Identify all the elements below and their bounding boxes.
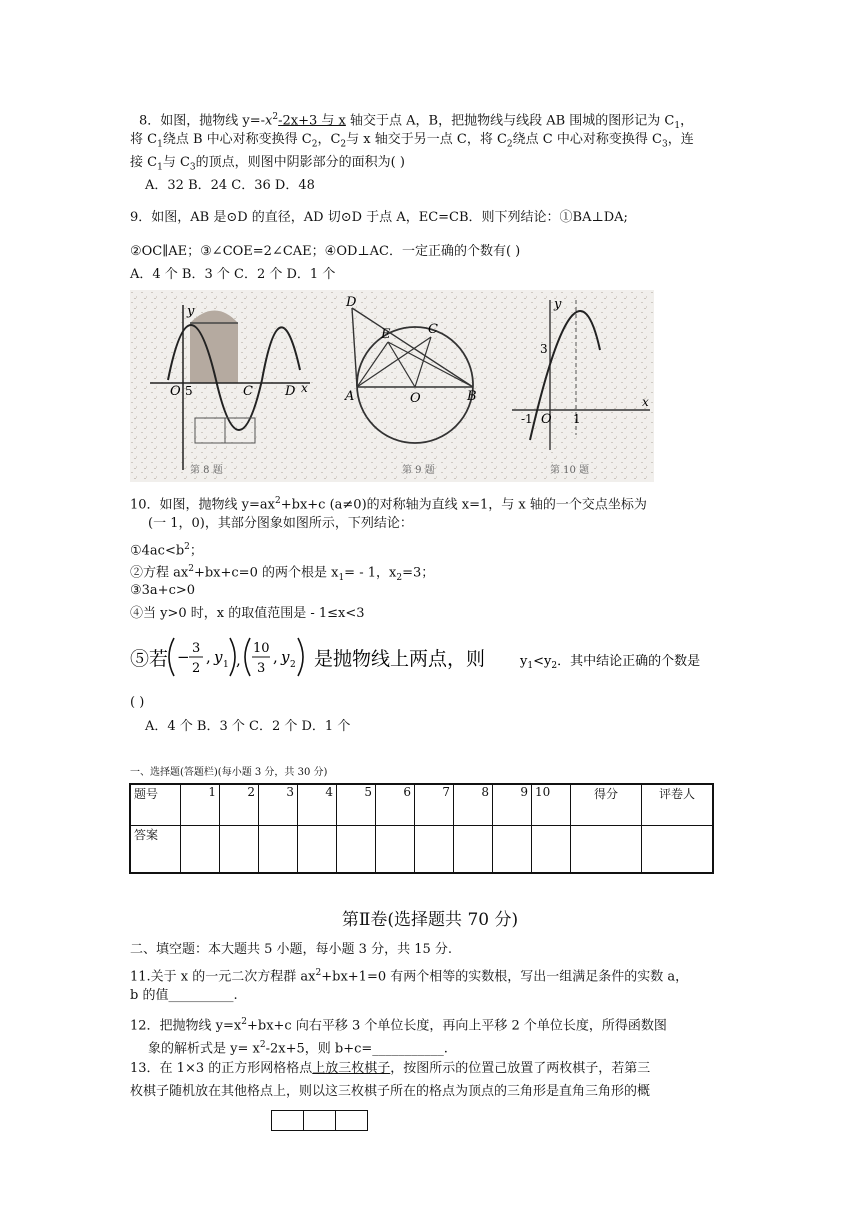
- fig9-caption: 第 9 题: [402, 465, 435, 476]
- frac1-num: 3: [192, 641, 201, 656]
- comma-1: ,: [206, 648, 211, 666]
- answer-header-cell: 题号: [130, 784, 181, 826]
- fig9-label-o: O: [410, 391, 421, 406]
- q10-c5-mid: 是抛物线上两点，则: [314, 648, 486, 670]
- answer-cell[interactable]: [376, 826, 415, 874]
- fig10-label-y: y: [554, 297, 562, 312]
- q11-line-1: 11.关于 x 的一元二次方程群 $ax^2+bx+1=0$ 有两个相等的实数根，写出一组满足条件的实数 a，: [130, 968, 689, 985]
- fig8-label-y: y: [187, 304, 195, 319]
- q13-grid: [271, 1110, 368, 1131]
- grader-cell[interactable]: [642, 826, 714, 874]
- fig8-label-5: 5: [185, 384, 193, 398]
- q10-conclusion-3: ③3a+c>0: [130, 583, 196, 598]
- fig10-label-3: 3: [540, 342, 548, 356]
- figures-strip: [130, 290, 654, 482]
- q12-line-1: 12．把抛物线 $y=x^2+bx+c$ 向右平移 3 个单位长度，再向上平移 2 个单位长度，所得函数图: [130, 1017, 667, 1034]
- answer-header-cell: 2: [220, 784, 259, 826]
- q9-line-2: ②OC∥AE；③∠COE=2∠CAE；④OD⊥AC．一定正确的个数有( ): [130, 244, 521, 259]
- grid-cell: [336, 1111, 368, 1131]
- q10-conclusion-4: ④当 y>0 时，x 的取值范围是 - 1≤x<3: [130, 606, 365, 621]
- fig9-label-e: E: [381, 327, 391, 342]
- comma-3: ,: [273, 648, 278, 666]
- q10-conclusion-2: ②方程 $ax^2+bx+c=0$ 的两个根是 $x_1= - 1$，$x_2=3$；: [130, 564, 435, 583]
- y2-var: y: [281, 648, 290, 666]
- fig10-label-1: 1: [573, 412, 581, 426]
- fig8-label-o: O: [170, 384, 181, 399]
- answer-cell[interactable]: [259, 826, 298, 874]
- answer-header-cell: 9: [493, 784, 532, 826]
- q9-options: A．4 个 B．3 个 C．2 个 D．1 个: [130, 267, 336, 282]
- fig9-label-c: C: [428, 322, 438, 337]
- answer-header-cell: 评卷人: [642, 784, 714, 826]
- frac2-den: 3: [257, 661, 266, 676]
- fig9-label-d: D: [346, 295, 357, 310]
- part2-title: 第Ⅱ卷(选择题共 70 分): [341, 910, 519, 930]
- answer-header-cell: 8: [454, 784, 493, 826]
- score-cell[interactable]: [571, 826, 642, 874]
- answer-header-cell: 5: [337, 784, 376, 826]
- fig8-caption: 第 8 题: [190, 465, 223, 476]
- paren-open-2: [245, 638, 250, 676]
- q10-c5-lead: ⑤若: [130, 648, 169, 670]
- grid-cell: [272, 1111, 304, 1131]
- q10-formula: [130, 632, 730, 682]
- answer-row-label: 答案: [130, 826, 181, 874]
- frac2-num: 10: [253, 641, 270, 656]
- answer-cell[interactable]: [532, 826, 571, 874]
- answer-cell[interactable]: [415, 826, 454, 874]
- answer-cell[interactable]: [454, 826, 493, 874]
- answer-header-row: [130, 784, 713, 826]
- minus-sign: −: [177, 648, 190, 666]
- answer-sheet-table: [129, 783, 714, 874]
- paren-close-2: [298, 638, 303, 676]
- paren-open-1: [169, 638, 174, 676]
- q10-line-2: (一 1，0)，其部分图象如图所示，下列结论：: [148, 516, 413, 531]
- fig8-label-c: C: [243, 384, 253, 399]
- q13-line-1: 13．在 1×3 的正方形网格格点上放三枚棋子，按图所示的位置己放置了两枚棋子，若第三: [130, 1061, 651, 1076]
- fig8-label-d: D: [285, 384, 296, 399]
- answer-header-cell: 4: [298, 784, 337, 826]
- q9-line-1: 9．如图，AB 是⊙D 的直径，AD 切⊙D 于点 A，EC=CB．则下列结论：①BA⊥DA;: [130, 210, 628, 225]
- q10-c5-tail: $y_1<y_2$．其中结论正确的个数是: [520, 654, 701, 671]
- fig10-caption: 第 10 题: [550, 465, 590, 476]
- q10-conclusion-1: $①4ac<b^2$；: [130, 542, 203, 559]
- answer-header-cell: 6: [376, 784, 415, 826]
- answer-cell[interactable]: [181, 826, 220, 874]
- q13-line-2: 枚棋子随机放在其他格点上，则以这三枚棋子所在的格点为顶点的三角形是直角三角形的概: [130, 1084, 651, 1099]
- answer-cell[interactable]: [298, 826, 337, 874]
- answer-header-cell: 7: [415, 784, 454, 826]
- answer-header-cell: 1: [181, 784, 220, 826]
- frac1-den: 2: [192, 661, 201, 676]
- q10-options: A．4 个 B．3 个 C．2 个 D．1 个: [145, 719, 351, 734]
- q11-line-2: b 的值__________.: [130, 988, 238, 1003]
- comma-2: ,: [236, 651, 241, 669]
- q8-options: A．32 B．24 C．36 D．48: [145, 178, 315, 193]
- q8-line-2: 将 $C_1$绕点 B 中心对称变换得 $C_2$，$C_2$与 x 轴交于另一点 C，将 $C_2$绕点 C 中心对称变换得 $C_3$，连: [130, 132, 694, 150]
- fig8-label-x: x: [301, 381, 308, 395]
- y1-var: y: [214, 648, 223, 666]
- fig10-label-o: O: [541, 412, 552, 427]
- q12-line-2: 象的解析式是 $y= x^2-2x+5$，则 b+c=___________.: [148, 1040, 448, 1057]
- y1-sub: 1: [223, 660, 229, 670]
- fill-heading: 二、填空题：本大题共 5 小题，每小题 3 分，共 15 分.: [130, 942, 453, 957]
- fig9-label-b: B: [467, 389, 477, 404]
- fig9-label-a: A: [345, 389, 355, 404]
- grid-cell: [304, 1111, 336, 1131]
- answer-sheet-caption: 一、选择题(答题栏)(每小题 3 分，共 30 分): [130, 767, 328, 778]
- answer-row: [130, 826, 713, 874]
- paren-close-1: [230, 638, 235, 676]
- q8-line-3: 接 $C_1$与 $C_3$的顶点，则图中阴影部分的面积为( ): [130, 155, 405, 173]
- q10-line-1: 10．如图，抛物线 $y=ax^2+bx+c$ (a≠0)的对称轴为直线 x=1，与 x 轴的一个交点坐标为: [130, 496, 647, 513]
- fig10-label-neg1: -1: [521, 412, 533, 426]
- answer-cell[interactable]: [220, 826, 259, 874]
- answer-header-cell: 10: [532, 784, 571, 826]
- answer-cell[interactable]: [493, 826, 532, 874]
- q10-paren: ( ): [130, 695, 145, 710]
- q8-line-1: 8．如图，抛物线 $y=-x^2-2x+3$ 与 x 轴交于点 A，B，把抛物线与线段 AB 围城的图形记为 $C_1$，: [139, 112, 694, 131]
- y2-sub: 2: [290, 660, 296, 670]
- answer-header-cell: 3: [259, 784, 298, 826]
- answer-cell[interactable]: [337, 826, 376, 874]
- answer-header-cell: 得分: [571, 784, 642, 826]
- fig10-label-x: x: [642, 395, 649, 409]
